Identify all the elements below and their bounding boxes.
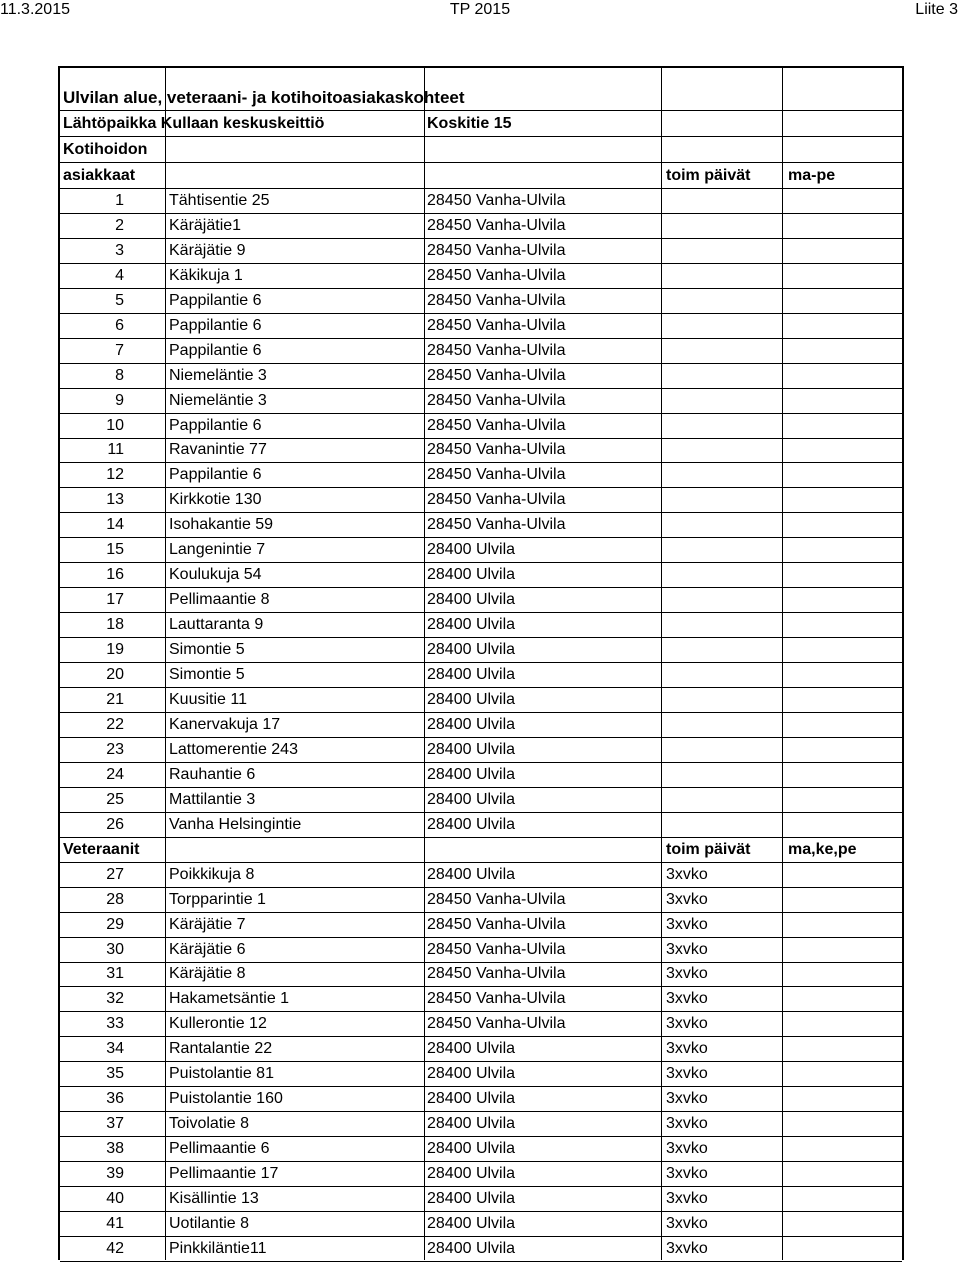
postal-area: 28450 Vanha-Ulvila xyxy=(427,392,566,409)
street-address: Käräjätie1 xyxy=(169,217,242,234)
table-row xyxy=(60,787,902,813)
table-row xyxy=(60,1186,902,1212)
row-number: 23 xyxy=(106,741,124,758)
postal-area: 28450 Vanha-Ulvila xyxy=(427,242,566,259)
row-number: 3 xyxy=(115,242,124,259)
postal-area: 28450 Vanha-Ulvila xyxy=(427,916,566,933)
row-number: 1 xyxy=(115,192,124,209)
table-row xyxy=(60,388,902,414)
street-address: Uotilantie 8 xyxy=(169,1215,250,1232)
start-address: Koskitie 15 xyxy=(427,115,512,132)
postal-area: 28450 Vanha-Ulvila xyxy=(427,292,566,309)
row-number: 25 xyxy=(106,791,124,808)
delivery-days-value: ma-pe xyxy=(788,167,836,184)
postal-area: 28450 Vanha-Ulvila xyxy=(427,1015,566,1032)
header-attachment: Liite 3 xyxy=(915,1,958,18)
street-address: Langenintie 7 xyxy=(169,541,266,558)
row-number: 29 xyxy=(106,916,124,933)
postal-area: 28450 Vanha-Ulvila xyxy=(427,317,566,334)
route-table xyxy=(58,66,904,1260)
street-address: Kuusitie 11 xyxy=(169,691,247,708)
row-number: 42 xyxy=(106,1240,124,1257)
street-address: Käräjätie 8 xyxy=(169,965,246,982)
row-number: 5 xyxy=(115,292,124,309)
postal-area: 28400 Ulvila xyxy=(427,641,516,658)
street-address: Rauhantie 6 xyxy=(169,766,256,783)
table-row xyxy=(60,587,902,613)
street-address: Käräjätie 7 xyxy=(169,916,246,933)
postal-area: 28400 Ulvila xyxy=(427,1215,516,1232)
table-row xyxy=(60,662,902,688)
row-number: 16 xyxy=(106,566,124,583)
row-number: 15 xyxy=(106,541,124,558)
postal-area: 28400 Ulvila xyxy=(427,1065,516,1082)
street-address: Pappilantie 6 xyxy=(169,342,262,359)
row-number: 12 xyxy=(106,466,124,483)
delivery-frequency: 3xvko xyxy=(666,990,708,1007)
street-address: Tähtisentie 25 xyxy=(169,192,270,209)
postal-area: 28450 Vanha-Ulvila xyxy=(427,367,566,384)
table-row xyxy=(60,812,902,838)
street-address: Simontie 5 xyxy=(169,666,245,683)
postal-area: 28400 Ulvila xyxy=(427,741,516,758)
street-address: Pellimaantie 8 xyxy=(169,591,270,608)
street-address: Simontie 5 xyxy=(169,641,245,658)
row-number: 26 xyxy=(106,816,124,833)
row-number: 21 xyxy=(106,691,124,708)
street-address: Pappilantie 6 xyxy=(169,292,262,309)
street-address: Mattilantie 3 xyxy=(169,791,256,808)
row-number: 37 xyxy=(106,1115,124,1132)
row-number: 19 xyxy=(106,641,124,658)
row-number: 8 xyxy=(115,367,124,384)
row-number: 14 xyxy=(106,516,124,533)
row-number: 39 xyxy=(106,1165,124,1182)
table-title: Ulvilan alue, veteraani- ja kotihoitoasiakaskohteet xyxy=(63,88,465,107)
street-address: Toivolatie 8 xyxy=(169,1115,250,1132)
row-number: 40 xyxy=(106,1190,124,1207)
table-title-row xyxy=(60,85,902,111)
postal-area: 28400 Ulvila xyxy=(427,716,516,733)
delivery-frequency: 3xvko xyxy=(666,1140,708,1157)
postal-area: 28450 Vanha-Ulvila xyxy=(427,417,566,434)
delivery-frequency: 3xvko xyxy=(666,1215,708,1232)
row-number: 35 xyxy=(106,1065,124,1082)
table-row xyxy=(60,1086,902,1112)
street-address: Pellimaantie 6 xyxy=(169,1140,270,1157)
street-address: Puistolantie 81 xyxy=(169,1065,274,1082)
table-row xyxy=(60,537,902,563)
table-row xyxy=(60,188,902,214)
postal-area: 28450 Vanha-Ulvila xyxy=(427,990,566,1007)
table-row xyxy=(60,737,902,763)
street-address: Isohakantie 59 xyxy=(169,516,274,533)
delivery-frequency: 3xvko xyxy=(666,891,708,908)
postal-area: 28400 Ulvila xyxy=(427,691,516,708)
delivery-frequency: 3xvko xyxy=(666,1040,708,1057)
postal-area: 28450 Vanha-Ulvila xyxy=(427,441,566,458)
street-address: Vanha Helsingintie xyxy=(169,816,302,833)
table-row xyxy=(60,1136,902,1162)
table-row xyxy=(60,1236,902,1262)
postal-area: 28450 Vanha-Ulvila xyxy=(427,491,566,508)
postal-area: 28400 Ulvila xyxy=(427,1190,516,1207)
street-address: Pappilantie 6 xyxy=(169,317,262,334)
postal-area: 28400 Ulvila xyxy=(427,1140,516,1157)
street-address: Niemeläntie 3 xyxy=(169,392,267,409)
row-number: 41 xyxy=(106,1215,124,1232)
table-row xyxy=(60,288,902,314)
row-number: 2 xyxy=(115,217,124,234)
page-header xyxy=(0,0,960,22)
table-row xyxy=(60,213,902,239)
street-address: Käkikuja 1 xyxy=(169,267,243,284)
row-number: 27 xyxy=(106,866,124,883)
row-number: 18 xyxy=(106,616,124,633)
veterans-label: Veteraanit xyxy=(63,841,140,858)
table-row xyxy=(60,1011,902,1037)
table-row xyxy=(60,363,902,389)
table-row xyxy=(60,437,902,463)
table-row xyxy=(60,1111,902,1137)
postal-area: 28400 Ulvila xyxy=(427,616,516,633)
table-row xyxy=(60,462,902,488)
row-number: 32 xyxy=(106,990,124,1007)
delivery-frequency: 3xvko xyxy=(666,1115,708,1132)
table-row xyxy=(60,862,902,888)
delivery-frequency: 3xvko xyxy=(666,965,708,982)
postal-area: 28450 Vanha-Ulvila xyxy=(427,965,566,982)
street-address: Niemeläntie 3 xyxy=(169,367,267,384)
table-row xyxy=(60,413,902,439)
street-address: Hakametsäntie 1 xyxy=(169,990,290,1007)
row-number: 31 xyxy=(106,965,124,982)
delivery-days-label: toim päivät xyxy=(666,167,751,184)
row-number: 34 xyxy=(106,1040,124,1057)
street-address: Torpparintie 1 xyxy=(169,891,266,908)
table-row xyxy=(60,1036,902,1062)
delivery-frequency: 3xvko xyxy=(666,916,708,933)
delivery-frequency: 3xvko xyxy=(666,866,708,883)
row-number: 28 xyxy=(106,891,124,908)
postal-area: 28400 Ulvila xyxy=(427,816,516,833)
table-row xyxy=(60,263,902,289)
delivery-frequency: 3xvko xyxy=(666,1065,708,1082)
start-location-row xyxy=(60,111,902,137)
street-address: Käräjätie 9 xyxy=(169,242,246,259)
table-row xyxy=(60,313,902,339)
row-number: 30 xyxy=(106,941,124,958)
table-row xyxy=(60,937,902,963)
street-address: Pappilantie 6 xyxy=(169,417,262,434)
street-address: Pinkkiläntie11 xyxy=(169,1240,267,1257)
row-number: 20 xyxy=(106,666,124,683)
table-row xyxy=(60,487,902,513)
row-number: 17 xyxy=(106,591,124,608)
postal-area: 28450 Vanha-Ulvila xyxy=(427,342,566,359)
delivery-days-label: toim päivät xyxy=(666,841,751,858)
street-address: Pellimaantie 17 xyxy=(169,1165,279,1182)
home-care-label-2: asiakkaat xyxy=(63,167,136,184)
delivery-frequency: 3xvko xyxy=(666,1015,708,1032)
table-row xyxy=(60,1211,902,1237)
table-row xyxy=(60,612,902,638)
row-number: 10 xyxy=(106,417,124,434)
row-number: 13 xyxy=(106,491,124,508)
row-number: 9 xyxy=(115,392,124,409)
row-number: 24 xyxy=(106,766,124,783)
start-label: Lähtöpaikka Kullaan keskuskeittiö xyxy=(63,115,325,132)
table-row xyxy=(60,338,902,364)
delivery-frequency: 3xvko xyxy=(666,1165,708,1182)
table-row xyxy=(60,637,902,663)
row-number: 4 xyxy=(115,267,124,284)
postal-area: 28400 Ulvila xyxy=(427,666,516,683)
street-address: Kullerontie 12 xyxy=(169,1015,267,1032)
table-row xyxy=(60,986,902,1012)
table-row xyxy=(60,912,902,938)
street-address: Lauttaranta 9 xyxy=(169,616,264,633)
delivery-frequency: 3xvko xyxy=(666,1090,708,1107)
postal-area: 28400 Ulvila xyxy=(427,766,516,783)
street-address: Ravanintie 77 xyxy=(169,441,267,458)
postal-area: 28400 Ulvila xyxy=(427,1115,516,1132)
table-row xyxy=(60,712,902,738)
street-address: Poikkikuja 8 xyxy=(169,866,255,883)
street-address: Lattomerentie 243 xyxy=(169,741,298,758)
veterans-header-row xyxy=(60,837,902,863)
header-date: 11.3.2015 xyxy=(0,1,70,18)
postal-area: 28450 Vanha-Ulvila xyxy=(427,466,566,483)
delivery-frequency: 3xvko xyxy=(666,1190,708,1207)
home-care-label: Kotihoidon xyxy=(63,141,148,158)
home-care-label-row xyxy=(60,137,902,163)
postal-area: 28400 Ulvila xyxy=(427,791,516,808)
row-number: 6 xyxy=(115,317,124,334)
delivery-frequency: 3xvko xyxy=(666,941,708,958)
street-address: Kanervakuja 17 xyxy=(169,716,281,733)
row-number: 7 xyxy=(115,342,124,359)
postal-area: 28400 Ulvila xyxy=(427,1090,516,1107)
header-title: TP 2015 xyxy=(449,1,511,18)
row-number: 22 xyxy=(106,716,124,733)
street-address: Koulukuja 54 xyxy=(169,566,262,583)
postal-area: 28450 Vanha-Ulvila xyxy=(427,516,566,533)
postal-area: 28400 Ulvila xyxy=(427,566,516,583)
postal-area: 28450 Vanha-Ulvila xyxy=(427,192,566,209)
postal-area: 28450 Vanha-Ulvila xyxy=(427,267,566,284)
table-row xyxy=(60,1061,902,1087)
table-row xyxy=(60,887,902,913)
row-number: 38 xyxy=(106,1140,124,1157)
postal-area: 28450 Vanha-Ulvila xyxy=(427,941,566,958)
street-address: Puistolantie 160 xyxy=(169,1090,283,1107)
table-row xyxy=(60,762,902,788)
postal-area: 28400 Ulvila xyxy=(427,1040,516,1057)
delivery-days-value: ma,ke,pe xyxy=(788,841,857,858)
street-address: Pappilantie 6 xyxy=(169,466,262,483)
table-row xyxy=(60,961,902,987)
home-care-header-row xyxy=(60,163,902,189)
street-address: Käräjätie 6 xyxy=(169,941,246,958)
row-number: 33 xyxy=(106,1015,124,1032)
row-number: 36 xyxy=(106,1090,124,1107)
postal-area: 28450 Vanha-Ulvila xyxy=(427,891,566,908)
street-address: Kisällintie 13 xyxy=(169,1190,259,1207)
postal-area: 28450 Vanha-Ulvila xyxy=(427,217,566,234)
postal-area: 28400 Ulvila xyxy=(427,866,516,883)
street-address: Kirkkotie 130 xyxy=(169,491,262,508)
table-row xyxy=(60,512,902,538)
postal-area: 28400 Ulvila xyxy=(427,1165,516,1182)
street-address: Rantalantie 22 xyxy=(169,1040,273,1057)
table-row xyxy=(60,238,902,264)
postal-area: 28400 Ulvila xyxy=(427,1240,516,1257)
table-row xyxy=(60,1161,902,1187)
delivery-frequency: 3xvko xyxy=(666,1240,708,1257)
row-number: 11 xyxy=(107,441,124,458)
table-row xyxy=(60,562,902,588)
table-row xyxy=(60,687,902,713)
postal-area: 28400 Ulvila xyxy=(427,591,516,608)
postal-area: 28400 Ulvila xyxy=(427,541,516,558)
